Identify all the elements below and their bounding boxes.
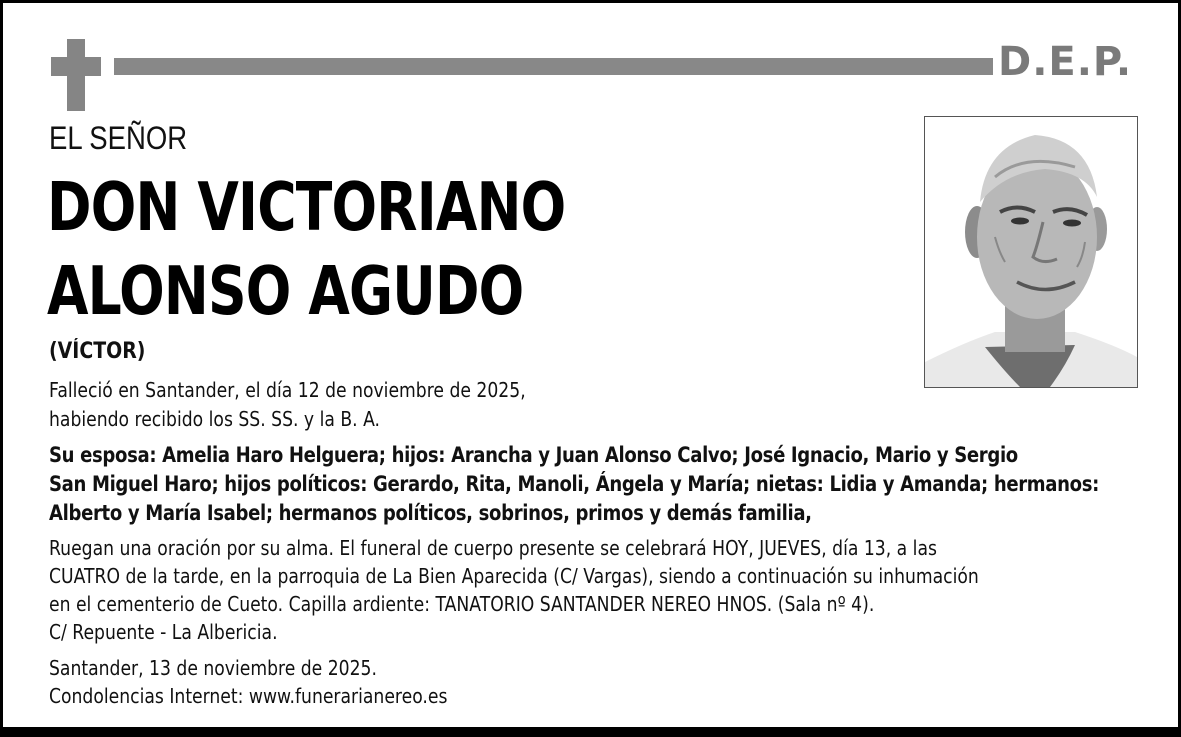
family-line: Su esposa: Amelia Haro Helguera; hijos: Arancha y Juan Alonso Calvo; José Ignacio, Mario y Sergio <box>49 443 1018 467</box>
funeral-line: en el cementerio de Cueto. Capilla ardiente: TANATORIO SANTANDER NEREO HNOS. (Sala nº 4). <box>49 592 875 616</box>
header-rule <box>114 58 993 75</box>
dep-label: D.E.P. <box>998 39 1133 85</box>
death-statement <box>49 376 526 434</box>
portrait-photo <box>924 116 1138 388</box>
honorific-prefix: EL SEÑOR <box>49 120 188 156</box>
funeral-line: Ruegan una oración por su alma. El funeral de cuerpo presente se celebrará HOY, JUEVES, día 13, a las <box>49 536 937 560</box>
death-line: habiendo recibido los SS. SS. y la B. A. <box>49 407 381 431</box>
funeral-line: C/ Repuente - La Albericia. <box>49 620 278 644</box>
family-line: Alberto y María Isabel; hermanos políticos, sobrinos, primos y demás familia, <box>49 501 812 525</box>
family-list <box>49 441 1124 528</box>
funeral-details <box>49 534 979 646</box>
notice-footer <box>49 654 447 710</box>
death-line: Falleció en Santander, el día 12 de noviembre de 2025, <box>49 378 526 402</box>
deceased-nickname: (VÍCTOR) <box>49 339 146 364</box>
cross-icon-arm <box>51 57 101 76</box>
deceased-name <box>47 165 565 333</box>
portrait-image <box>925 117 1137 387</box>
funeral-line: CUATRO de la tarde, en la parroquia de La Bien Aparecida (C/ Vargas), siendo a continuación su inhumación <box>49 564 979 588</box>
place-date: Santander, 13 de noviembre de 2025. <box>49 656 377 680</box>
family-line: San Miguel Haro; hijos políticos: Gerardo, Rita, Manoli, Ángela y María; nietas: Lidia y Amanda; hermanos: <box>49 472 1099 496</box>
deceased-name-line-1: DON VICTORIANO <box>47 168 566 246</box>
condolences-link: Condolencias Internet: www.funerarianereo.es <box>49 684 448 708</box>
deceased-name-line-2: ALONSO AGUDO <box>47 252 524 330</box>
